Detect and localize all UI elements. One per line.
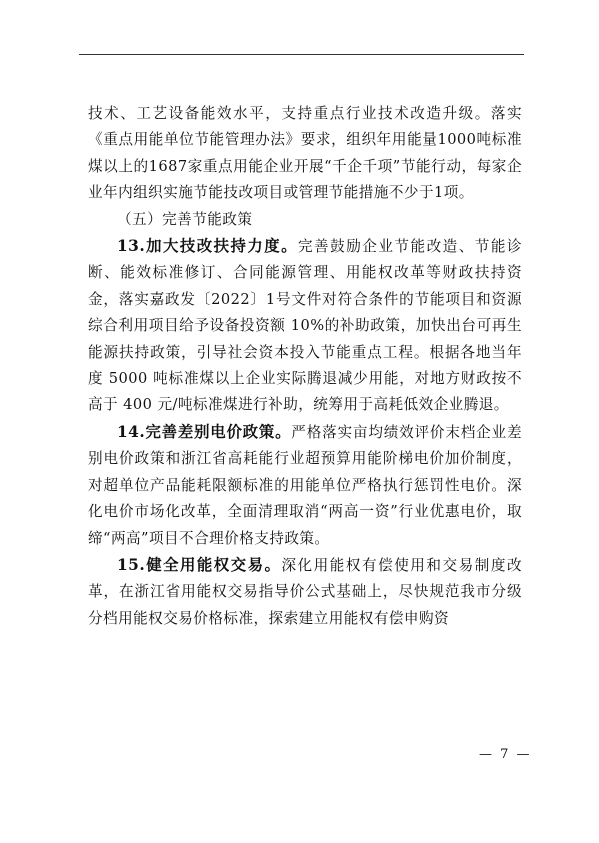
section-heading-5: （五）完善节能政策: [117, 210, 253, 228]
document-body: [88, 101, 522, 632]
item-15-body: 深化用能权有偿使用和交易制度改革，在浙江省用能权交易指导价公式基础上，尽快规范我市分级分档用能权交易价格标准，探索建立用能权有偿申购资: [88, 556, 522, 627]
paragraph-item-15: [88, 552, 522, 632]
item-13-body: 完善鼓励企业节能改造、节能诊断、能效标准修订、合同能源管理、用能权改革等财政扶持资金，落实嘉政发〔2022〕1号文件对符合条件的节能项目和资源综合利用项目给予设备投资额 10%的补助政策，加快出台可再生能源扶持政策，引导社会资本投入节能重点工程。根据各地当年度 5000 吨标准煤以上企业实际腾退减少用能，对地方财政按不高于 400 元/吨标准煤进行补助，统筹用于高耗低效企业腾退。: [88, 238, 522, 414]
paragraph-item-14: [88, 419, 522, 552]
item-14-body: 严格落实亩均绩效评价末档企业差别电价政策和浙江省高耗能行业超预算用能阶梯电价加价制度，对超单位产品能耗限额标准的用能单位严格执行惩罚性电价。深化电价市场化改革，全面清理取消“两高一资”行业优惠电价，取缔“两高”项目不合理价格支持政策。: [88, 423, 522, 547]
page-number: — 7 —: [479, 747, 532, 762]
header-rule: [79, 54, 524, 55]
item-13-heading: 13.加大技改扶持力度。: [117, 237, 298, 256]
item-14-heading: 14.完善差别电价政策。: [117, 422, 292, 441]
item-15-heading: 15.健全用能权交易。: [117, 555, 282, 574]
paragraph-continuation: 技术、工艺设备能效水平，支持重点行业技术改造升级。落实《重点用能单位节能管理办法》要求，组织年用能量1000吨标准煤以上的1687家重点用能企业开展“千企千项”节能行动，每家企业年内组织实施节能技改项目或管理节能措施不少于1项。: [88, 105, 522, 202]
paragraph-item-13: [88, 233, 522, 419]
